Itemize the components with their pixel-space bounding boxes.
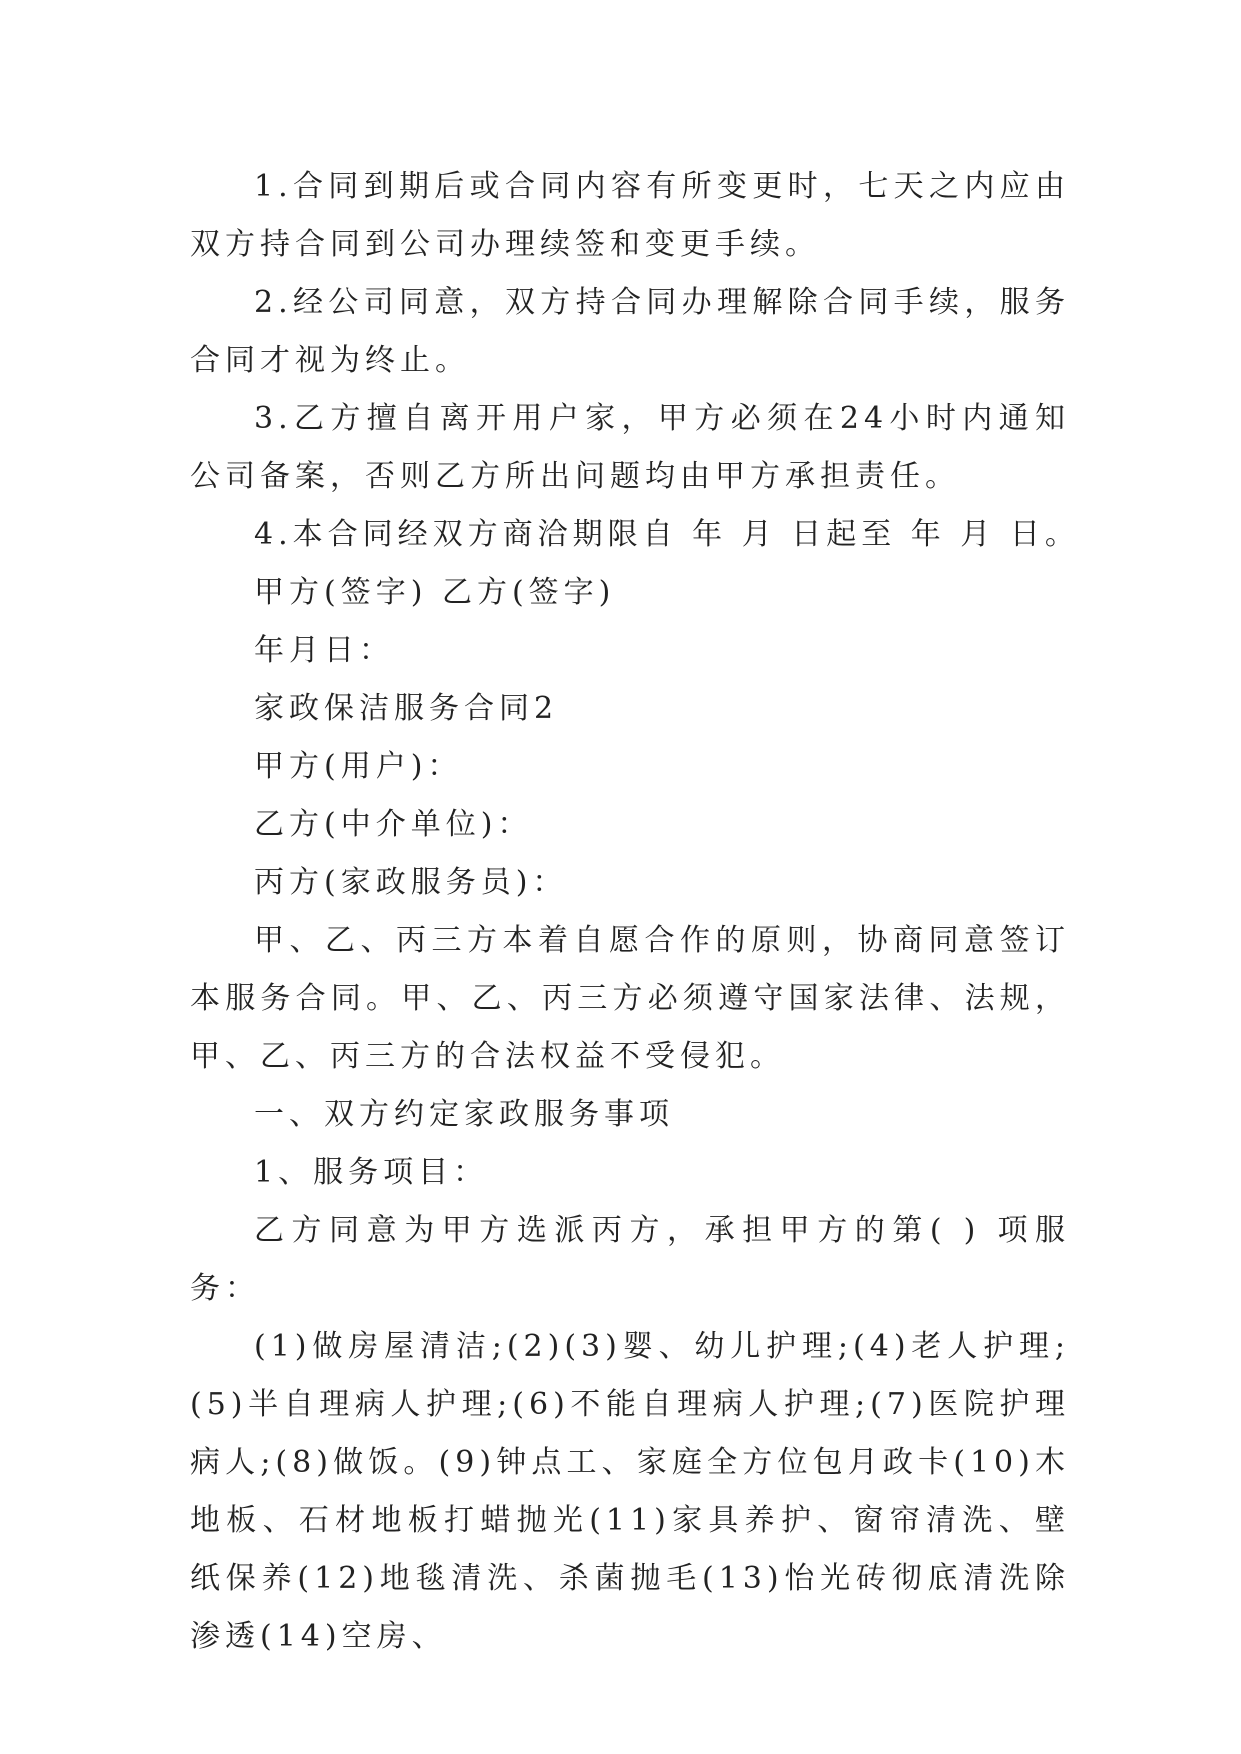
service-items-heading: 1、服务项目：	[254, 1155, 489, 1190]
section-heading-1: 一、双方约定家政服务事项	[254, 1097, 674, 1132]
party-c-line: 丙方(家政服务员)：	[254, 865, 568, 900]
service-items-list: (1)做房屋清洁;(2)(3)婴、幼儿护理;(4)老人护理;(5)半自理病人护理;(6)不能自理病人护理;(7)医院护理病人;(8)做饭。(9)钟点工、家庭全方位包月政卡(10)木地板、石材地板打蜡抛光(11)家具养护、窗帘清洗、壁纸保养(12)地毯清洗、杀菌抛毛(13)怡光砖彻底清洗除渗透(14)空房、	[190, 1329, 1070, 1654]
clause-term-period: 4.本合同经双方商洽期限自 年 月 日起至 年 月 日。	[254, 517, 1080, 552]
preamble-paragraph: 甲、乙、丙三方本着自愿合作的原则，协商同意签订本服务合同。甲、乙、丙三方必须遵守国家法律、法规，甲、乙、丙三方的合法权益不受侵犯。	[190, 923, 1070, 1074]
clause-renewal: 1.合同到期后或合同内容有所变更时，七天之内应由双方持合同到公司办理续签和变更手续。	[190, 169, 1070, 262]
party-b-line: 乙方(中介单位)：	[254, 807, 533, 842]
party-a-line: 甲方(用户)：	[254, 749, 463, 784]
clause-termination: 2.经公司同意，双方持合同办理解除合同手续，服务合同才视为终止。	[190, 285, 1070, 378]
service-assignment-line: 乙方同意为甲方选派丙方，承担甲方的第( ) 项服务：	[190, 1213, 1070, 1306]
contract-title: 家政保洁服务合同2	[254, 691, 559, 726]
signature-line: 甲方(签字) 乙方(签字)	[254, 575, 616, 610]
date-line: 年月日：	[254, 633, 394, 668]
clause-leave-notice: 3.乙方擅自离开用户家，甲方必须在24小时内通知公司备案，否则乙方所出问题均由甲方承担责任。	[190, 401, 1070, 494]
document-body	[190, 158, 1080, 1666]
